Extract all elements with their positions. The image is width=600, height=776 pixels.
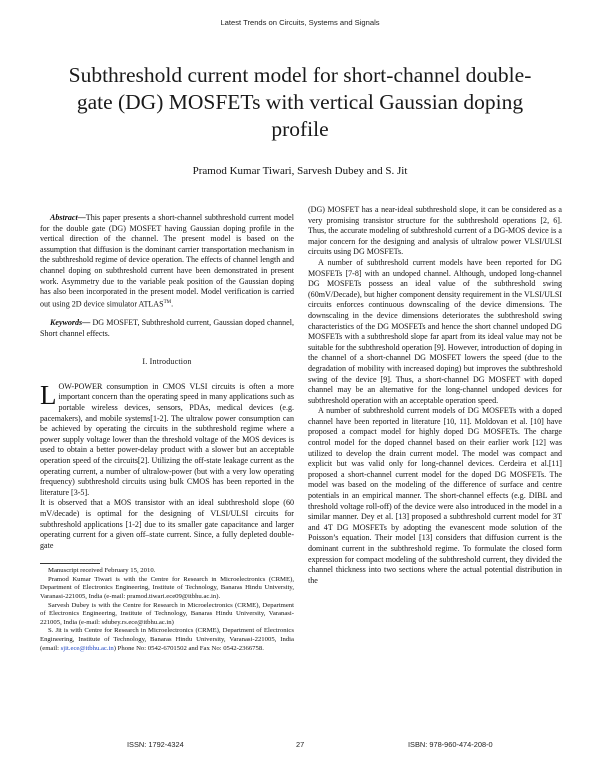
- footer-issn: ISSN: 1792-4324: [127, 740, 184, 749]
- footnote-author-2: Sarvesh Dubey is with the Centre for Research in Microelectronics (CRME), Department of Electronics Engineering, Institute of Technology, Banaras Hindu University, Varanasi-221005, India (e-mail: sdubey.rs.ece@itbhu.ac.in): [40, 601, 294, 626]
- abstract-text: This paper presents a short-channel subthreshold current model for the double gate (DG) MOSFET having Gaussian doping profile in the vertical direction of the channel. The present model is based on the assumption that diffusion is the dominant carrier transportation mechanism in the subthreshold regime of device operation. The effects of channel length and channel doping on subthreshold current have been demonstrated in present work. Asymmetry due to the variable peak position of the Gaussian doping has also been incorporated in the present model. Model verification is carried out using 2D device simulator ATLAS: [40, 213, 294, 309]
- intro-paragraph-1: [40, 379, 294, 499]
- body-paragraph-3: A number of subthreshold current models of DG MOSFETs with a doped channel have been reported in literature [10, 11]. Moldovan et al. [10] have proposed a compact model for highly doped DG MOSFETs. The charge control model for the doped channel based on their earlier work [12] was utilized to develop the drain current model. The model was compact and explicit but was valid only for long-channel devices. Cerdeira et al.[11] proposed a short-channel current model for the doped DG MOSFETs. The model was based on the modeling of the difference of surface and centre potentials in an empirical manner. The short-channel effects (e.g. DIBL and threshold voltage roll-off) of the device were also introduced in the model in a similar manner. Dey et al. [13] proposed a subthreshold current model for 3T and 4T DG MOSFETs by adopting the evanescent mode solution of the Poisson’s equation. Their model [13] considers that diffusion current is the dominant current in the subthreshold regime. To formulate the closed form expression for compact modeling of the subthreshold current, they divided the channel thickness into two sections where the actual potential distribution in the: [308, 406, 562, 585]
- keywords-text: DG MOSFET, Subthreshold current, Gaussian doped channel, Short channel effects.: [40, 318, 294, 338]
- abstract-end: .: [171, 299, 174, 309]
- footnote-author-3-phone: ) Phone No: 0542-6701502 and Fax No: 0542-2366758.: [113, 644, 264, 652]
- intro-text-1: OW-POWER consumption in CMOS VLSI circuits is often a more important concern than the operating speed in many applications such as portable wireless devices, sensors, PDAs, medical devices (e.g. pacemakers), and mobile systems[1-2]. The ultralow power consumption can be achieved by operating the circuits in the subthreshold regime where a power supply voltage lower than the threshold voltage of the MOS devices is used to obtain a better power-delay product with a slower but an acceptable operation speed of the circuits[2]. Utilizing the off-state leakage current as the operating current, a number of ultralow-power (but with a very low operating frequency) subthreshold circuits using bulk CMOS has been reported in the literature [3-5].: [40, 381, 294, 497]
- body-paragraph-2: A number of subthreshold current models have been reported for DG MOSFETs [7-8] with an undoped channel. Although, undoped long-channel DG MOSFETs possess an ideal value of the subthreshold swing (60mV/Decade), but higher component density requirement in the VLSI/ULSI circuits enforces continuous downscaling of the device dimensions. The downscaling in the device dimensions deteriorates the subthreshold swing characteristics of the DG MOSFETs and hence the short channel undoped DG MOSFETs with a subthreshold slope far apart from its ideal value may not be suitable for the subthreshold operation [9]. However, introduction of doping in the channel of a short-channel DG MOSFET lowers the speed (due to the degradation of mobility with increased doping) but improves the subthreshold swing of the device [9]. Thus, a short-channel DG MOSFET with doped channel may be an alternative for the long-channel undoped devices for subthreshold operation with an acceptable operation speed.: [308, 257, 562, 405]
- right-column: [308, 205, 562, 586]
- running-header: Latest Trends on Circuits, Systems and Signals: [220, 18, 380, 27]
- footer-page-number: 27: [296, 740, 305, 749]
- footnotes: [40, 567, 294, 653]
- drop-cap: L: [40, 379, 57, 410]
- paper-title: Subthreshold current model for short-channel double-gate (DG) MOSFETs with vertical Gaussian doping profile: [68, 63, 532, 141]
- footnote-received: Manuscript received February 15, 2010.: [48, 567, 156, 575]
- footnote-author-1: Pramod Kumar Tiwari is with the Centre for Research in Microelectronics (CRME), Department of Electronics Engineering, Institute of Technology, Banaras Hindu University, Varanasi-221005, India (e-mail: pramod.tiwari.ece09@itbhu.ac.in).: [40, 575, 294, 601]
- footer-isbn: ISBN: 978-960-474-208-0: [408, 740, 493, 749]
- section-heading-introduction: I. Introduction: [142, 357, 192, 367]
- footnote-author-3-text: S. Jit is with Centre for Research in Microelectronics (CRME), Department of Electronics Engineering, Institute of Technology, Banaras Hindu University, Varanasi-221005, India (email:: [40, 627, 294, 652]
- intro-paragraph-2: It is observed that a MOS transistor with an ideal subthreshold slope (60 mV/decade) is optimal for the designing of VLSI/ULSI circuits for subthreshold applications [1-2] due to its smaller gate capacitance and larger operating current for a given off–state current. Since, a fully depleted double-gate: [40, 498, 294, 550]
- email-link[interactable]: sjit.ece@itbhu.ac.in: [60, 644, 114, 652]
- keywords-label: Keywords—: [50, 318, 91, 328]
- abstract-label: Abstract—: [50, 213, 86, 222]
- trademark-sup: TM: [163, 299, 172, 305]
- keywords: [40, 318, 294, 339]
- author-list: Pramod Kumar Tiwari, Sarvesh Dubey and S. Jit: [192, 165, 408, 177]
- left-column: [40, 213, 294, 653]
- footnote-rule: [40, 563, 100, 564]
- body-paragraph-1: (DG) MOSFET has a near-ideal subthreshold slope, it can be considered as a very promising transistor structure for the subthreshold operations [2, 6]. Thus, the accurate modeling of subthreshold current of a DG-MOS device is a major concern for the designing and analysis of ultralow power VLSI/ULSI circuits using DG MOSFETs.: [308, 205, 562, 257]
- abstract: [40, 213, 294, 310]
- footnote-author-3: [40, 627, 294, 653]
